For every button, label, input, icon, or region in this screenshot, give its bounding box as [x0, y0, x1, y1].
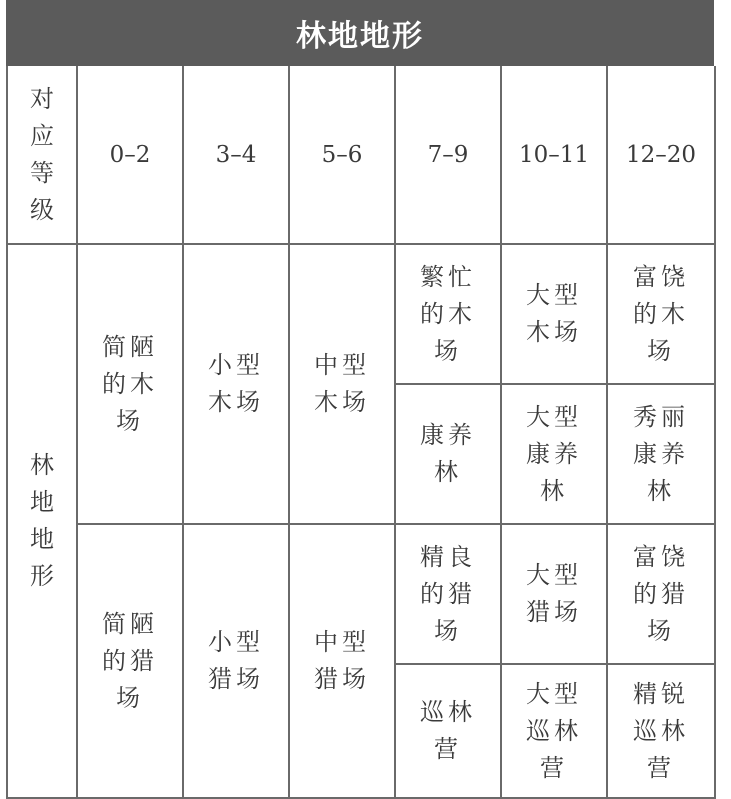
- cell-text-line: 大型: [526, 402, 582, 431]
- cell-text-line: 大型: [526, 281, 582, 309]
- cell-camp-12-20: [607, 664, 715, 798]
- cell-nursery-10-11: [501, 384, 607, 524]
- row-label-forest-terrain: [7, 244, 77, 798]
- cell-text-line: 木场: [314, 388, 370, 416]
- terrain-table: [6, 66, 716, 799]
- cell-text-line: 的木: [633, 299, 689, 328]
- cell-hunt-3-4: [183, 524, 289, 798]
- cell-text-line: 营: [647, 753, 675, 782]
- cell-text-line: 简陋: [102, 332, 158, 361]
- cell-text-line: 的猎: [633, 579, 689, 608]
- cell-text-line: 场: [647, 616, 675, 645]
- cell-text-line: 康养: [526, 439, 582, 468]
- cell-text-line: 猎场: [314, 665, 370, 693]
- cell-text-line: 富饶: [633, 542, 689, 571]
- cell-text-line: 营: [540, 753, 568, 782]
- cell-text-line: 中型: [314, 351, 370, 379]
- cell-camp-10-11: [501, 664, 607, 798]
- cell-text-line: 林: [30, 451, 54, 479]
- cell-text-line: 大型: [526, 561, 582, 589]
- cell-text-line: 巡林: [526, 716, 582, 745]
- cell-text-line: 的木: [102, 369, 158, 398]
- cell-text-line: 猎场: [208, 665, 264, 693]
- cell-text-line: 级: [30, 195, 54, 224]
- cell-text-line: 场: [116, 406, 144, 435]
- cell-text-line: 精锐: [633, 679, 689, 708]
- cell-text-line: 木场: [526, 318, 582, 346]
- cell-text-line: 的猎: [102, 646, 158, 675]
- cell-text-line: 富饶: [633, 262, 689, 291]
- cell-text-line: 精良: [420, 542, 476, 571]
- cell-ground-12-20: [607, 524, 715, 664]
- cell-text-line: 应: [30, 121, 54, 150]
- cell-text-line: 营: [434, 735, 462, 763]
- cell-text-line: 林: [434, 458, 462, 486]
- cell-text-line: 形: [30, 562, 54, 590]
- cell-text-line: 巡林: [420, 698, 476, 726]
- level-12-20: 12–20: [607, 66, 715, 244]
- cell-text-line: 木场: [208, 388, 264, 416]
- cell-wood-3-4: [183, 244, 289, 524]
- cell-ground-10-11: [501, 524, 607, 664]
- cell-text-line: 场: [434, 336, 462, 365]
- table-row: [7, 244, 715, 384]
- cell-text-line: 猎场: [526, 598, 582, 626]
- cell-text-line: 巡林: [633, 716, 689, 745]
- cell-text-line: 小型: [208, 628, 264, 656]
- cell-text-line: 场: [434, 616, 462, 645]
- cell-text-line: 繁忙: [420, 262, 476, 291]
- header-row: [7, 66, 715, 244]
- cell-text-line: 林: [647, 476, 675, 505]
- cell-text-line: 的猎: [420, 579, 476, 608]
- cell-text-line: 康养: [633, 439, 689, 468]
- level-header-label: [7, 66, 77, 244]
- cell-text-line: 小型: [208, 351, 264, 379]
- cell-text-line: 大型: [526, 679, 582, 708]
- cell-text-line: 场: [116, 683, 144, 712]
- cell-text-line: 等: [30, 158, 54, 187]
- level-10-11: 10–11: [501, 66, 607, 244]
- level-3-4: 3–4: [183, 66, 289, 244]
- cell-camp-7-9: [395, 664, 501, 798]
- level-7-9: 7–9: [395, 66, 501, 244]
- cell-text-line: 秀丽: [633, 402, 689, 431]
- cell-nursery-12-20: [607, 384, 715, 524]
- cell-mill-7-9: [395, 244, 501, 384]
- cell-nursery-7-9: [395, 384, 501, 524]
- cell-hunt-5-6: [289, 524, 395, 798]
- table-title: 林地地形: [6, 0, 714, 66]
- cell-text-line: 地: [30, 525, 54, 553]
- cell-ground-7-9: [395, 524, 501, 664]
- cell-wood-5-6: [289, 244, 395, 524]
- cell-mill-12-20: [607, 244, 715, 384]
- cell-wood-0-2: [77, 244, 183, 524]
- cell-text-line: 地: [30, 488, 54, 516]
- cell-text-line: 对: [30, 84, 54, 113]
- level-5-6: 5–6: [289, 66, 395, 244]
- cell-text-line: 的木: [420, 299, 476, 328]
- cell-mill-10-11: [501, 244, 607, 384]
- cell-text-line: 康养: [420, 421, 476, 449]
- cell-text-line: 中型: [314, 628, 370, 656]
- cell-text-line: 林: [540, 476, 568, 505]
- level-0-2: 0–2: [77, 66, 183, 244]
- cell-text-line: 场: [647, 336, 675, 365]
- table-row: [7, 524, 715, 664]
- cell-hunt-0-2: [77, 524, 183, 798]
- cell-text-line: 简陋: [102, 609, 158, 638]
